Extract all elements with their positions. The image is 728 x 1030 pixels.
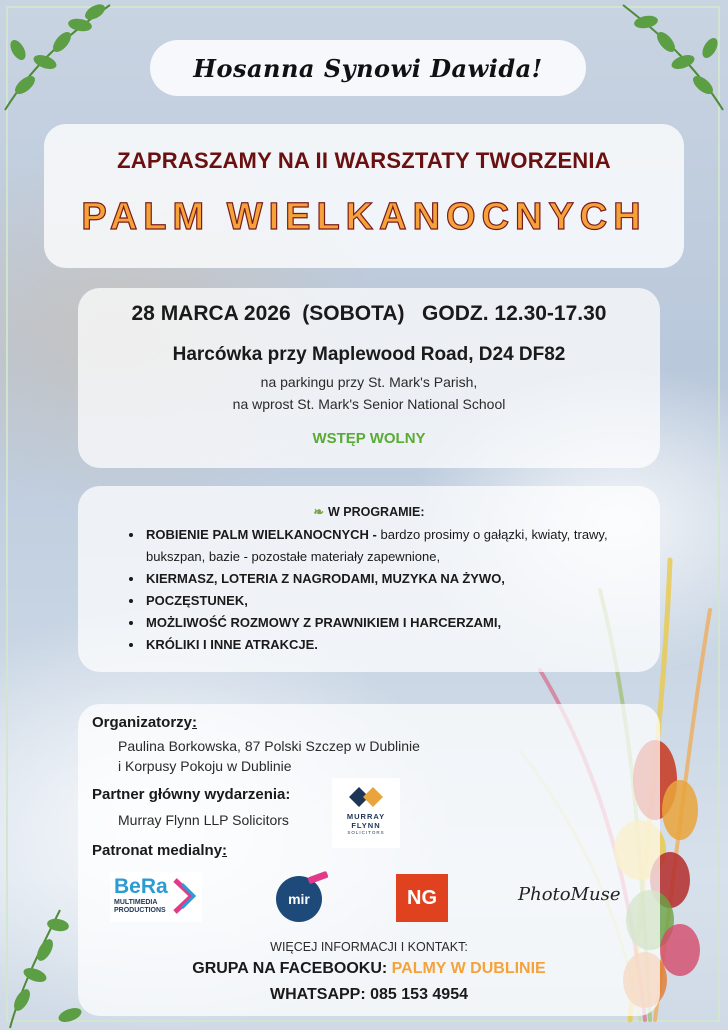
program-item [144,612,644,634]
whatsapp-number: WHATSAPP: 085 153 4954 [269,986,468,1003]
program-item-title: KIERMASZ, LOTERIA Z NAGRODAMI, MUZYKA NA ŻYWO, [146,571,505,586]
facebook-label: GRUPA NA FACEBOOKU: [192,960,392,977]
greeting-text: Hosanna Synowi Dawida! [193,53,543,83]
program-item [144,590,644,612]
mir-logo-text: mir [288,891,310,907]
media-patron-label: Patronat medialny: [92,842,228,859]
leaves-top-right-decoration [618,0,728,120]
program-list [126,524,644,656]
bera-chevron-icon [172,878,198,914]
program-heading-text: W PROGRAMIE: [327,505,425,519]
organizers-label: Organizatorzy: [92,714,198,731]
program-item [144,634,644,656]
program-item [144,524,644,568]
program-item-title: ROBIENIE PALM WIELKANOCNYCH - [146,527,381,542]
event-venue: Harcówka przy Maplewood Road, D24 DF82 [172,344,566,365]
organizers-line-1: Paulina Borkowska, 87 Polski Szczep w Dublinie [118,738,420,754]
photomuse-logo: PhotoMuse [518,884,621,905]
diamond-logo-icon [349,786,383,808]
event-details-panel [78,288,660,468]
event-date-time: 28 MARCA 2026 (SOBOTA) GODZ. 12.30-17.30 [131,302,607,325]
facebook-group [78,960,660,978]
leaf-icon: ❧ [313,505,324,519]
title-main: PALM WIELKANOCNYCH [81,196,647,238]
title-panel [44,124,684,268]
mir-tag-icon [307,871,328,884]
more-info-label: WIĘCEJ INFORMACJI I KONTAKT: [270,940,468,954]
logo-text-solicitors: SOLICITORS [347,830,385,835]
program-item-note: bardzo prosimy o gałązki, kwiaty, trawy, bukszpan, bazie - pozostałe materiały zapewnione, [146,527,608,564]
program-item-title: MOŻLIWOŚĆ ROZMOWY Z PRAWNIKIEM I HARCERZAMI, [146,615,502,630]
title-invitation: ZAPRASZAMY NA II WARSZTATY TWORZENIA [117,148,611,173]
mir-logo [276,876,322,922]
program-panel [78,486,660,672]
free-entry-label: WSTĘP WOLNY [312,430,426,447]
greeting-banner [150,40,586,96]
program-item-title: POCZĘSTUNEK, [146,593,248,608]
logo-text-murray: MURRAY FLYNN [346,812,386,830]
bera-logo-subtext: MULTIMEDIA PRODUCTIONS [114,899,166,914]
organizers-panel [78,704,660,1016]
program-item-title: KRÓLIKI I INNE ATRAKCJE. [146,637,318,652]
partner-name: Murray Flynn LLP Solicitors [118,812,289,828]
program-heading [78,504,660,519]
leaves-top-left-decoration [0,0,120,120]
venue-detail-2: na wprost St. Mark's Senior National School [232,396,506,412]
bera-logo [110,872,202,922]
venue-detail-1: na parkingu przy St. Mark's Parish, [260,374,478,390]
program-item [144,568,644,590]
organizers-line-2: i Korpusy Pokoju w Dublinie [118,758,292,774]
murray-flynn-logo [332,778,400,848]
facebook-group-name: PALMY W DUBLINIE [391,960,546,977]
partner-label: Partner główny wydarzenia: [92,786,291,803]
bera-logo-text: BeRa [114,875,168,898]
ng-logo: NG [396,874,448,922]
